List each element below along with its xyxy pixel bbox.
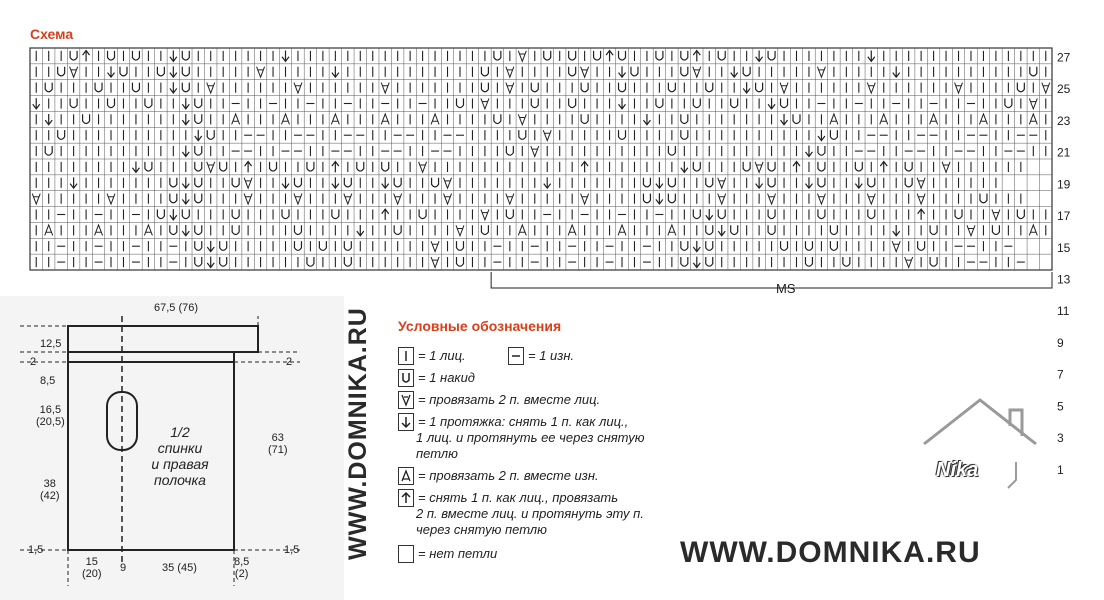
row-number: 5 (1057, 399, 1064, 414)
k2tog-symbol-icon (398, 391, 414, 409)
dim-top-width: 67,5 (76) (154, 302, 199, 314)
dim-right-2: 1,5 (284, 544, 300, 556)
chart-title: Схема (30, 26, 74, 42)
row-number: 25 (1057, 82, 1071, 97)
repeat-label: MS (776, 281, 796, 296)
dim-right-0: 2 (286, 356, 293, 368)
row-number: 27 (1057, 50, 1071, 65)
row-number: 11 (1057, 304, 1070, 319)
dim-right-1: 63 (71) (268, 432, 288, 456)
dim-left-1: 2 (30, 356, 37, 368)
legend-sk2po-text-2: 2 п. вместе лиц. и протянуть эту п. (416, 506, 644, 521)
row-number: 7 (1057, 367, 1064, 382)
row-number: 15 (1057, 240, 1071, 255)
repeat-bracket (491, 272, 1052, 288)
legend-purl-text: = 1 изн. (528, 348, 575, 363)
horizontal-watermark: WWW.DOMNIKA.RU (680, 536, 981, 569)
p2tog-symbol-icon (398, 467, 414, 485)
row-number: 9 (1057, 335, 1064, 350)
knit-symbol-icon (398, 347, 414, 365)
legend-knit-text: = 1 лиц. (418, 348, 466, 363)
dim-left-5: 1,5 (28, 544, 44, 556)
row-number: 23 (1057, 113, 1071, 128)
row-number: 17 (1057, 209, 1071, 224)
row-number: 3 (1057, 431, 1064, 446)
dim-left-0: 12,5 (40, 338, 62, 350)
vertical-watermark: WWW.DOMNIKA.RU (344, 307, 372, 560)
legend-skpo-text-2: 1 лиц. и протянуть ее через снятую (416, 430, 645, 445)
panel-label: 1/2 спинки и правая полочка (151, 424, 209, 488)
row-number: 13 (1057, 272, 1071, 287)
legend-title: Условные обозначения (398, 318, 562, 334)
logo-text: Nika (936, 459, 979, 481)
legend-no-stitch-text: = нет петли (418, 546, 498, 561)
row-number: 19 (1057, 177, 1071, 192)
row-number: 1 (1057, 462, 1064, 477)
dim-left-3: 16,5 (20,5) (36, 404, 65, 428)
dim-left-2: 8,5 (40, 375, 56, 387)
purl-symbol-icon (508, 347, 524, 365)
sk2po-symbol-icon (398, 489, 414, 507)
legend-skpo-text-3: петлю (416, 446, 458, 461)
dim-left-4: 38 (42) (40, 478, 60, 502)
house-logo-icon (918, 392, 1048, 502)
dim-bottom-1: 9 (120, 562, 127, 574)
legend-p2tog-text: = провязать 2 п. вместе изн. (418, 468, 599, 483)
legend-yarn-over-text: = 1 накид (418, 370, 475, 385)
legend-skpo-text-1: = 1 протяжка: снять 1 п. как лиц., (418, 414, 629, 429)
no-stitch-symbol-icon (398, 545, 414, 563)
dim-bottom-2: 35 (45) (162, 562, 197, 574)
row-number: 21 (1057, 145, 1071, 160)
dim-bottom-0: 15 (20) (82, 556, 102, 580)
yarn-over-symbol-icon (398, 369, 414, 387)
dim-bottom-3: 8,5 (2) (234, 556, 250, 580)
legend-k2tog-text: = провязать 2 п. вместе лиц. (418, 392, 601, 407)
skpo-symbol-icon (398, 413, 414, 431)
legend-sk2po-text-1: = снять 1 п. как лиц., провязать (418, 490, 619, 505)
legend-sk2po-text-3: через снятую петлю (416, 522, 547, 537)
